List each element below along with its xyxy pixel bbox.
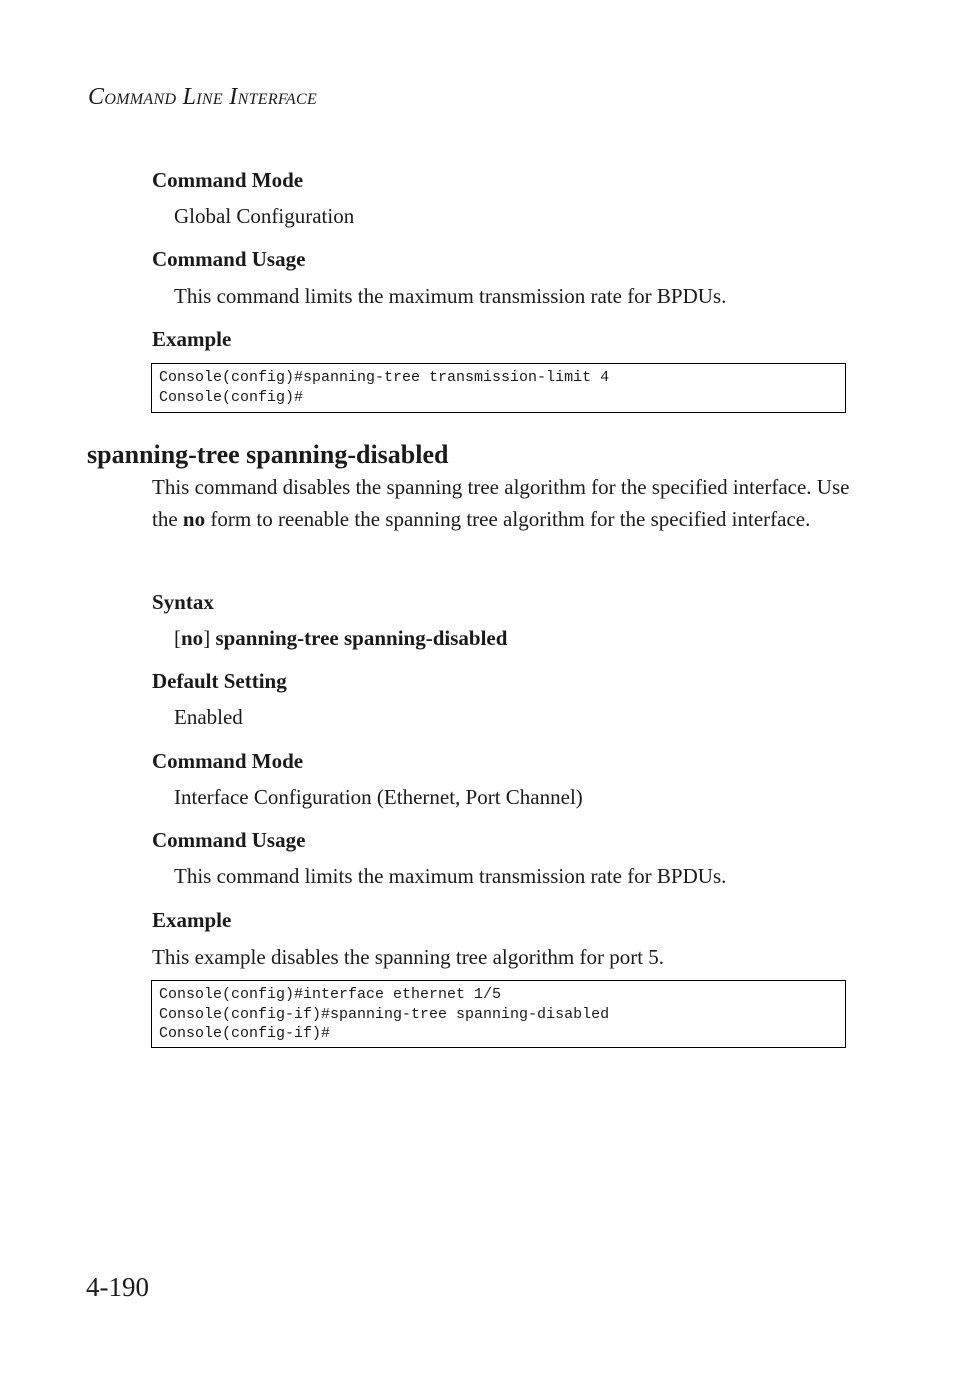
command-usage-text: This command limits the maximum transmission rate for BPDUs. [174,864,727,888]
command-mode-text: Interface Configuration (Ethernet, Port Channel) [174,785,583,809]
syntax-line: [no] spanning-tree spanning-disabled [174,626,508,650]
command-usage-heading: Command Usage [152,828,306,852]
command-usage-heading: Command Usage [152,247,306,271]
command-mode-heading: Command Mode [152,168,304,192]
section-description: This command disables the spanning tree algorithm for the specified interface. Use the no form to reenable the spanning tree algorithm for the specified interface. [152,475,850,531]
command-mode-heading: Command Mode [152,749,304,773]
code-line: Console(config)#spanning-tree transmission-limit 4 [159,369,610,386]
command-usage-text: This command limits the maximum transmission rate for BPDUs. [174,284,727,308]
example-heading: Example [152,908,232,932]
code-line: Console(config)#interface ethernet 1/5 [159,986,502,1003]
syntax-heading: Syntax [152,590,214,614]
no-keyword: no [182,506,206,531]
example-heading: Example [152,327,232,351]
example-text: This example disables the spanning tree algorithm for port 5. [152,945,665,969]
code-example-box [151,980,846,1048]
page-number: 4-190 [86,1272,149,1302]
default-setting-text: Enabled [174,705,243,729]
default-setting-heading: Default Setting [152,669,287,693]
header-word-interface: INTERFACE [229,84,318,110]
code-line: Console(config-if)# [159,1025,331,1042]
section-title: spanning-tree spanning-disabled [87,440,449,469]
syntax-command: spanning-tree spanning-disabled [215,626,508,650]
header-word-line: LINE [182,84,223,110]
command-mode-text: Global Configuration [174,204,355,228]
running-header [88,84,317,111]
header-word-command: COMMAND [88,84,177,110]
code-line: Console(config)# [159,388,304,406]
code-line: Console(config-if)#spanning-tree spanning-disabled [159,1005,610,1023]
code-example-box [151,363,846,413]
